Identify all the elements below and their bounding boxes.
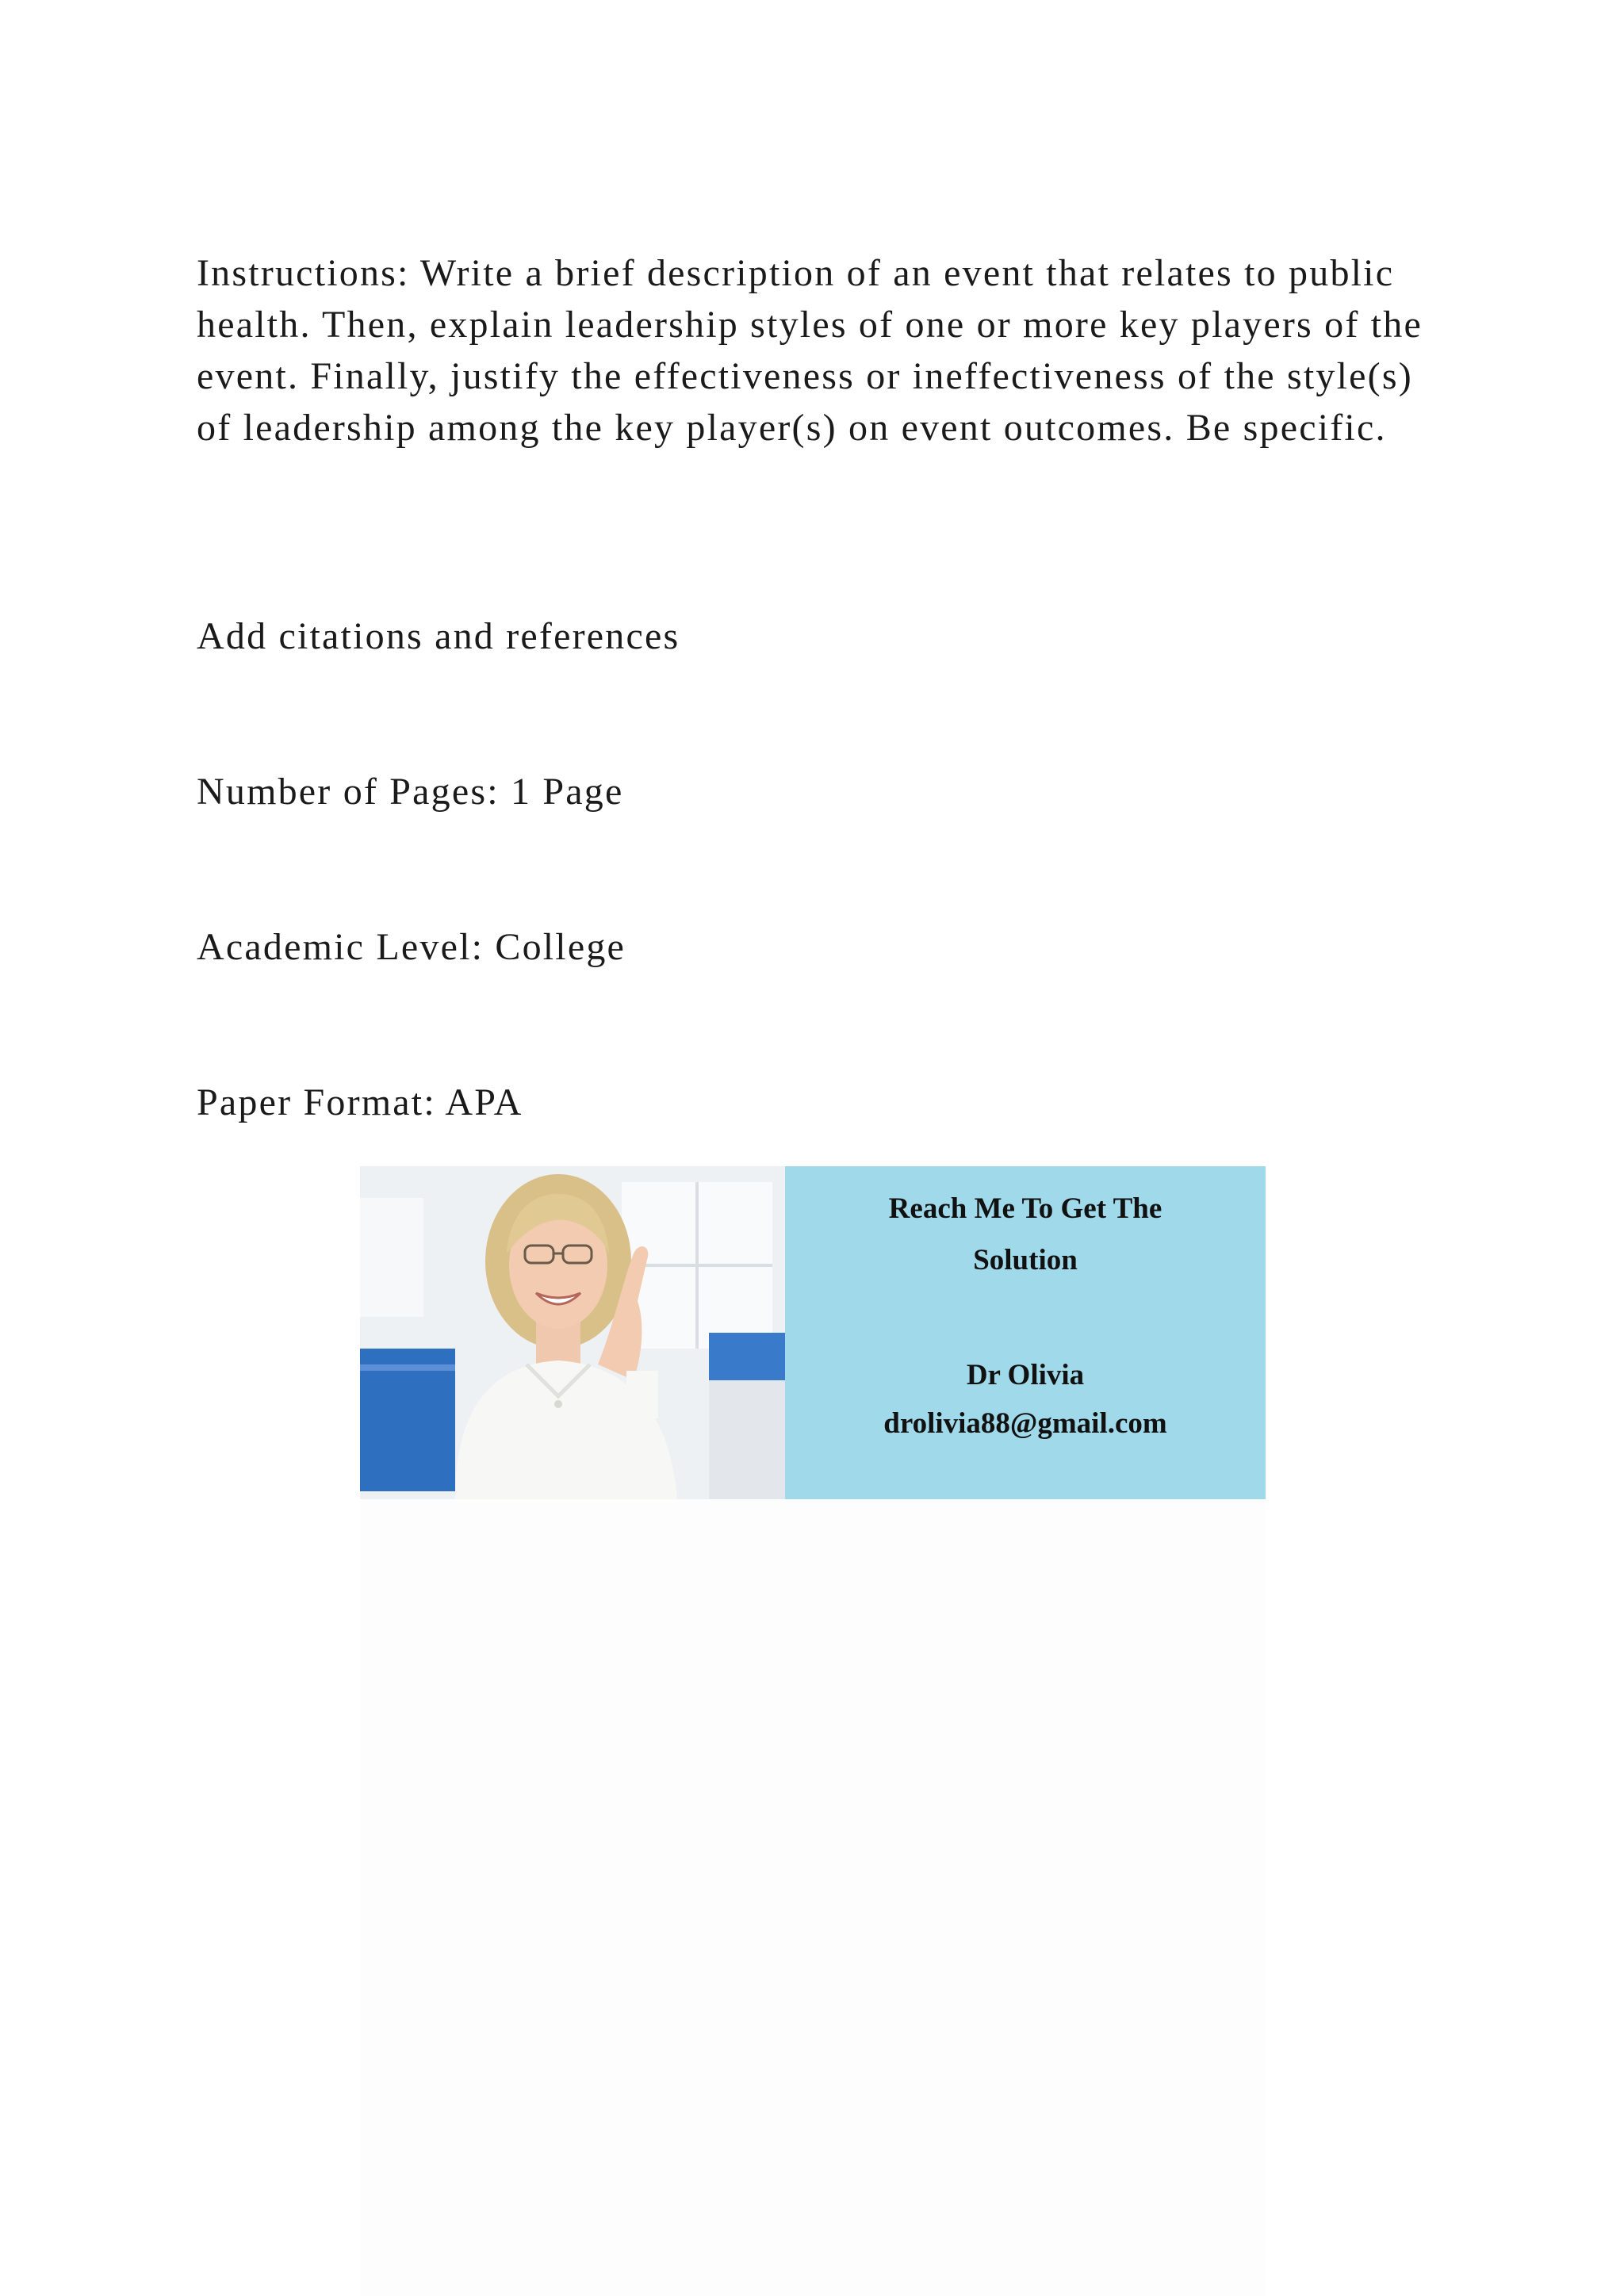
contact-name: Dr Olivia bbox=[966, 1359, 1085, 1391]
woman-photo-illustration bbox=[360, 1166, 785, 1499]
banner-heading-line1: Reach Me To Get The bbox=[888, 1192, 1162, 1225]
academic-level-line: Academic Level: College bbox=[197, 926, 626, 968]
paper-format-line: Paper Format: APA bbox=[197, 1081, 523, 1123]
contact-banner bbox=[360, 1166, 1266, 1499]
banner-heading-line2: Solution bbox=[973, 1244, 1078, 1276]
page-count-line: Number of Pages: 1 Page bbox=[197, 771, 624, 813]
citations-line: Add citations and references bbox=[197, 615, 680, 657]
woman-photo bbox=[360, 1166, 785, 1499]
instructions-paragraph: Instructions: Write a brief description of an event that relates to public health. Then, explain leadership styles of one or more key players of the event. Finally, justify the effectiveness or ineffectiveness of the style(s) of leadership among the key player(s) on event outcomes. Be specific. bbox=[197, 252, 1423, 449]
contact-email: drolivia88@gmail.com bbox=[883, 1407, 1167, 1440]
image-area-below-banner bbox=[360, 1499, 1266, 2296]
contact-info-panel bbox=[785, 1166, 1266, 1499]
